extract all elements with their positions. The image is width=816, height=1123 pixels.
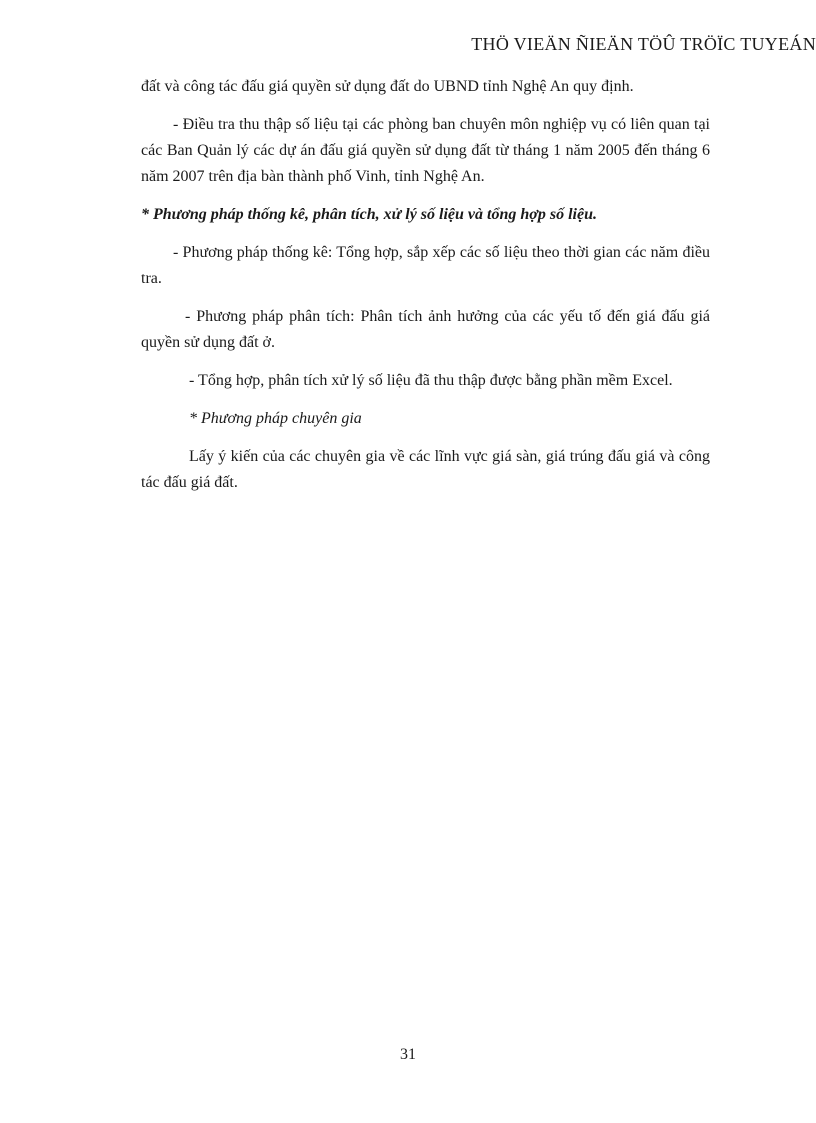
paragraph-statistics-method: - Phương pháp thống kê: Tổng hợp, sắp xếp các số liệu theo thời gian các năm điều tra. — [141, 244, 710, 287]
section-heading-expert: * Phương pháp chuyên gia — [189, 410, 362, 427]
paragraph-continuation: đất và công tác đấu giá quyền sử dụng đất do UBND tỉnh Nghệ An quy định. — [141, 78, 634, 95]
paragraph-survey: - Điều tra thu thập số liệu tại các phòng ban chuyên môn nghiệp vụ có liên quan tại các Ban Quản lý các dự án đấu giá quyền sử dụng đất từ tháng 1 năm 2005 đến tháng 6 năm 2007 trên địa bàn thành phố Vinh, tỉnh Nghệ An. — [141, 116, 710, 185]
page-number: 31 — [400, 1046, 416, 1063]
paragraph-excel-processing: - Tổng hợp, phân tích xử lý số liệu đã thu thập được bằng phần mềm Excel. — [189, 372, 673, 389]
document-body — [141, 74, 710, 508]
running-header: THÖ VIEÄN ÑIEÄN TÖÛ TRÖÏC TUYEÁN — [471, 34, 816, 54]
paragraph-expert-method: Lấy ý kiến của các chuyên gia về các lĩnh vực giá sàn, giá trúng đấu giá và công tác đấu giá đất. — [141, 448, 710, 491]
section-heading-statistics: * Phương pháp thống kê, phân tích, xử lý số liệu và tổng hợp số liệu. — [141, 206, 597, 223]
paragraph-analysis-method: - Phương pháp phân tích: Phân tích ảnh hưởng của các yếu tố đến giá đấu giá quyền sử dụng đất ở. — [141, 308, 710, 351]
